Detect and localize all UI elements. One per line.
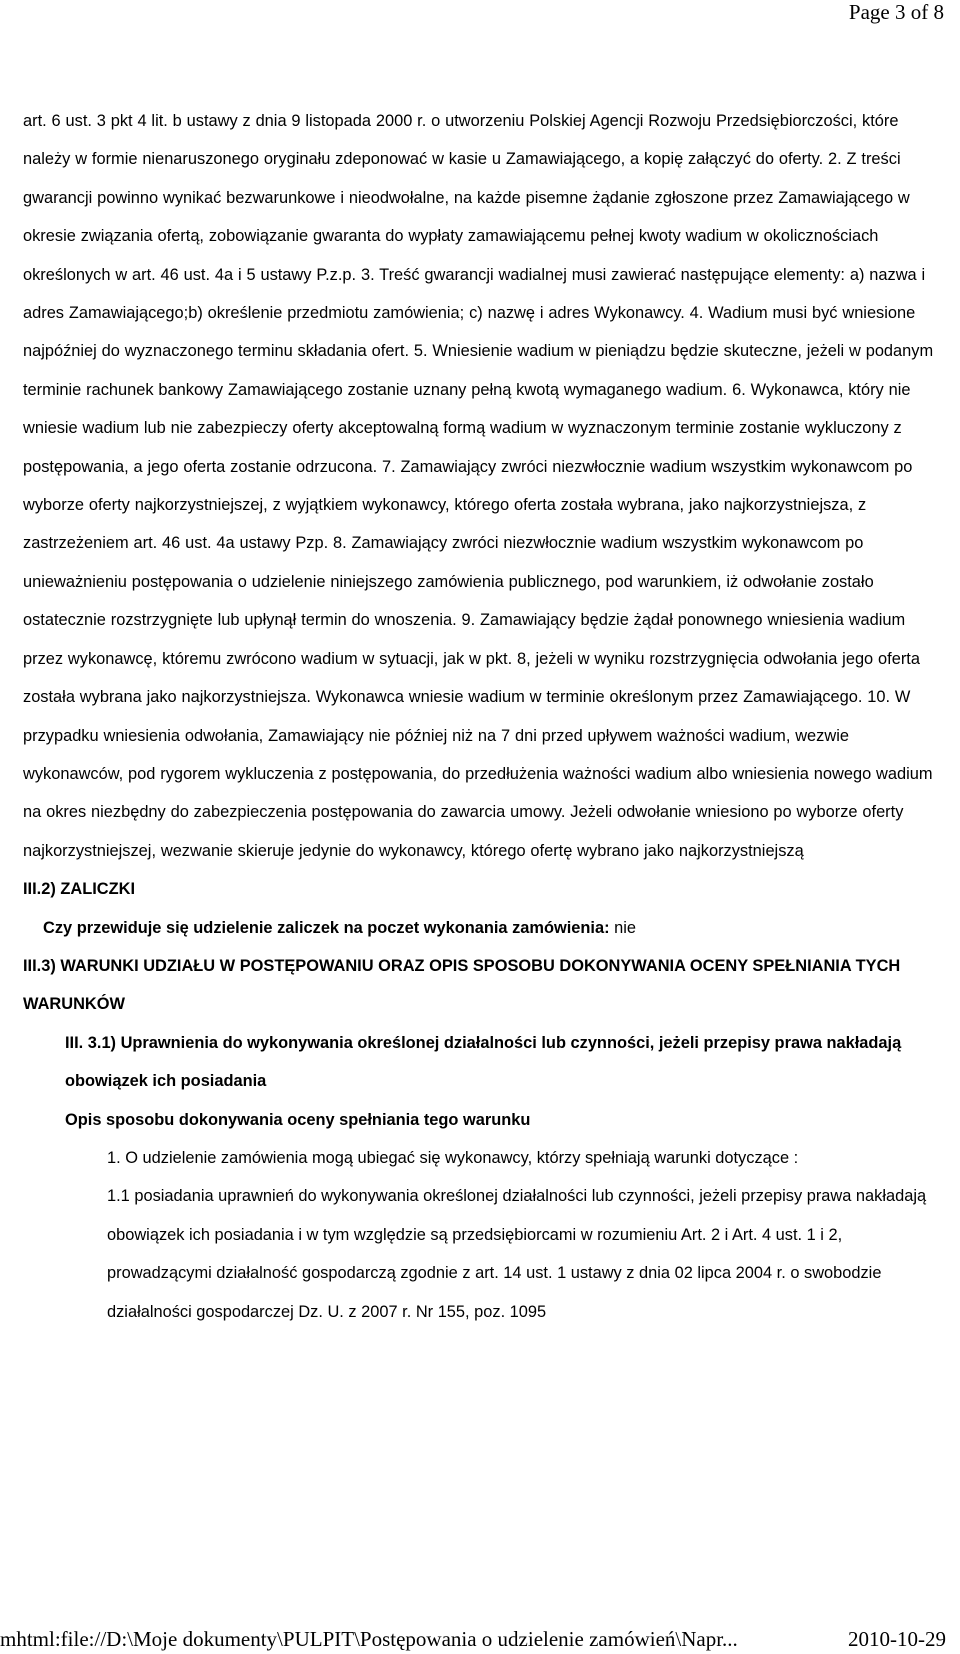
advance-payment-answer: nie	[614, 918, 636, 937]
document-content	[23, 102, 941, 1331]
footer-date: 2010-10-29	[848, 1627, 946, 1651]
advance-payment-question	[23, 909, 941, 947]
body-paragraph: art. 6 ust. 3 pkt 4 lit. b ustawy z dnia 9 listopada 2000 r. o utworzeniu Polskiej Agencji Rozwoju Przedsiębiorczości, które należy w formie nienaruszonego oryginału zdeponować w kasie u Zamawiającego, a kopię załączyć do oferty. 2. Z treści gwarancji powinno wynikać bezwarunkowe i nieodwołalne, na każde pisemne żądanie zgłoszone przez Zamawiającego w okresie związania ofertą, zobowiązanie gwaranta do wypłaty zamawiającemu pełnej kwoty wadium w okolicznościach określonych w art. 46 ust. 4a i 5 ustawy P.z.p. 3. Treść gwarancji wadialnej musi zawierać następujące elementy: a) nazwa i adres Zamawiającego;b) określenie przedmiotu zamówienia; c) nazwę i adres Wykonawcy. 4. Wadium musi być wniesione najpóźniej do wyznaczonego terminu składania ofert. 5. Wniesienie wadium w pieniądzu będzie skuteczne, jeżeli w podanym terminie rachunek bankowy Zamawiającego zostanie uznany pełną kwotą wymaganego wadium. 6. Wykonawca, który nie wniesie wadium lub nie zabezpieczy oferty akceptowalną formą wadium w wyznaczonym terminie zostanie wykluczony z postępowania, a jego oferta zostanie odrzucona. 7. Zamawiający zwróci niezwłocznie wadium wszystkim wykonawcom po wyborze oferty najkorzystniejszej, z wyjątkiem wykonawcy, którego oferta została wybrana, jako najkorzystniejsza, z zastrzeżeniem art. 46 ust. 4a ustawy Pzp. 8. Zamawiający zwróci niezwłocznie wadium wszystkim wykonawcom po unieważnieniu postępowania o udzielenie niniejszego zamówienia publicznego, pod warunkiem, iż odwołanie zostało ostatecznie rozstrzygnięte lub upłynął termin do wnoszenia. 9. Zamawiający będzie żądał ponownego wniesienia wadium przez wykonawcę, któremu zwrócono wadium w sytuacji, jak w pkt. 8, jeżeli w wyniku rozstrzygnięcia odwołania jego oferta została wybrana jako najkorzystniejsza. Wykonawca wniesie wadium w terminie określonym przez Zamawiającego. 10. W przypadku wniesienia odwołania, Zamawiający nie później niż na 7 dni przed upływem ważności wadium, wezwie wykonawców, pod rygorem wykluczenia z postępowania, do przedłużenia ważności wadium albo wniesienia nowego wadium na okres niezbędny do zabezpieczenia postępowania do zawarcia umowy. Jeżeli odwołanie wniesiono po wyborze oferty najkorzystniejszej, wezwanie skieruje jedynie do wykonawcy, którego ofertę wybrano jako najkorzystniejszą	[23, 112, 934, 860]
conditions-list	[23, 1139, 941, 1331]
list-item: 1.1 posiadania uprawnień do wykonywania określonej działalności lub czynności, jeżeli przepisy prawa nakładają obowiązek ich posiadania i w tym względzie są przedsiębiorcami w rozumieniu Art. 2 i Art. 4 ust. 1 i 2, prowadzącymi działalność gospodarczą zgodnie z art. 14 ust. 1 ustawy z dnia 02 lipca 2004 r. o swobodzie działalności gospodarczej Dz. U. z 2007 r. Nr 155, poz. 1095	[107, 1187, 927, 1321]
list-item: 1. O udzielenie zamówienia mogą ubiegać się wykonawcy, którzy spełniają warunki dotyczące :	[107, 1148, 799, 1167]
footer	[0, 1626, 946, 1652]
section-iii2-heading: III.2) ZALICZKI	[23, 880, 135, 899]
footer-file-path: mhtml:file://D:\Moje dokumenty\PULPIT\Postępowania o udzielenie zamówień\Napr...	[0, 1627, 738, 1651]
advance-payment-question-text: Czy przewiduje się udzielenie zaliczek na poczet wykonania zamówienia:	[43, 918, 610, 937]
section-iii31-heading: III. 3.1) Uprawnienia do wykonywania określonej działalności lub czynności, jeżeli przepisy prawa nakładają obowiązek ich posiadania	[65, 1033, 902, 1091]
page-number: Page 3 of 8	[848, 0, 944, 24]
assessment-heading: Opis sposobu dokonywania oceny spełniania tego warunku	[65, 1110, 531, 1129]
section-iii3-heading: III.3) WARUNKI UDZIAŁU W POSTĘPOWANIU ORAZ OPIS SPOSOBU DOKONYWANIA OCENY SPEŁNIANIA TYCH WARUNKÓW	[23, 956, 901, 1014]
